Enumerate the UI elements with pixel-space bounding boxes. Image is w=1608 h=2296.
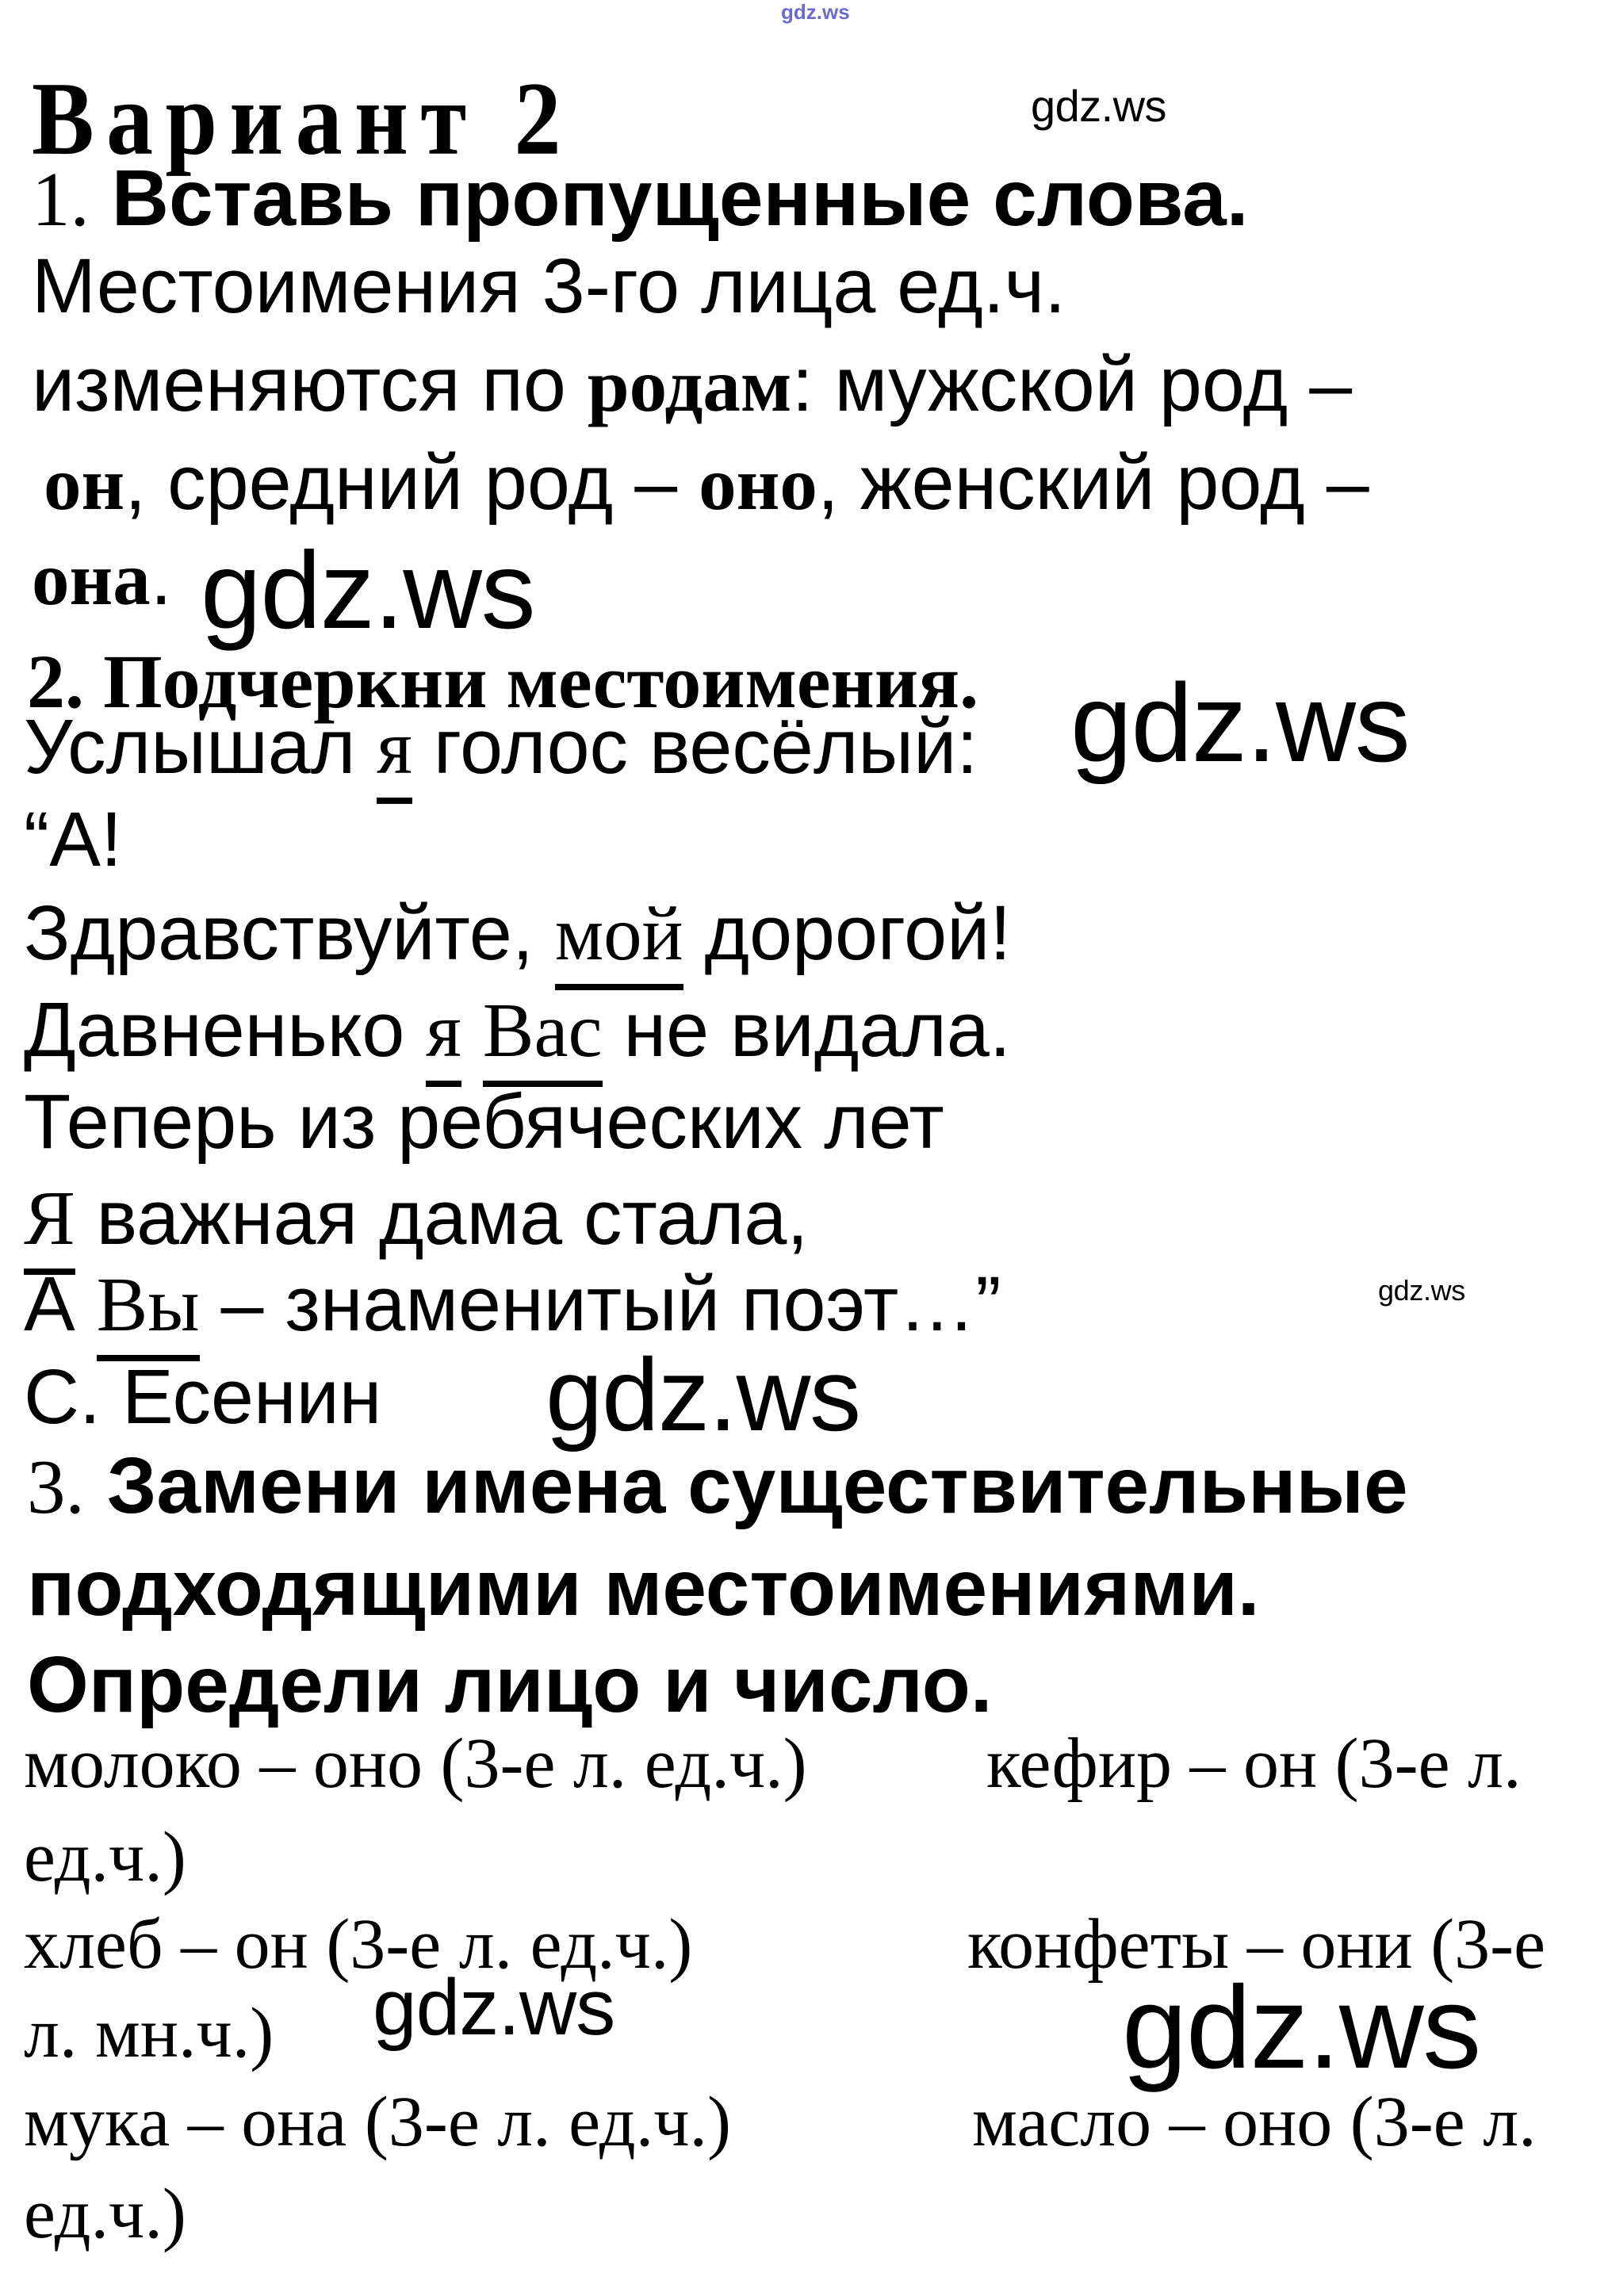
task1-answer-rodam: родам (587, 343, 792, 427)
watermark-gdz-header: gdz.ws (1031, 81, 1166, 131)
task1-number: 1. (32, 157, 90, 242)
poem-text: Здравствуйте, (24, 890, 555, 976)
task3-row-2-left: хлеб – он (3-е л. ед.ч.) (24, 1905, 693, 1984)
task3-row-2-right: конфеты – они (3-е (967, 1905, 1546, 1984)
task3-row-3 (24, 2083, 1537, 2161)
poem-line-7 (24, 1261, 1001, 1347)
poem-line-4 (24, 986, 1011, 1073)
task1-text-line-1: Местоимения 3-го лица ед.ч. (32, 243, 1066, 329)
poem-text: Услышал (24, 703, 377, 790)
task3-row-1-wrap: ед.ч.) (24, 1818, 186, 1896)
poem-text: дорогой! (683, 890, 1012, 976)
task1-text-line-4 (32, 534, 172, 621)
task3-number: 3. (27, 1445, 85, 1529)
poem-text: не видала. (602, 986, 1011, 1073)
task3-heading-line-1 (27, 1441, 1408, 1530)
poem-text: голос весёлый: (412, 703, 978, 790)
watermark-gdz-bottom-left: gdz.ws (373, 1963, 615, 2052)
task1-heading: Вставь пропущенные слова. (111, 154, 1249, 243)
poem-author: С. Есенин (24, 1353, 382, 1440)
poem-text: Давненько (24, 986, 427, 1073)
poem-underlined-pronoun: я (426, 988, 461, 1087)
task1-line2-post: : мужской род – (791, 341, 1353, 427)
task3-row-3-left: мука – она (3-е л. ед.ч.) (24, 2083, 731, 2161)
task1-line2-pre: изменяются по (32, 341, 588, 427)
task3-heading-part1: Замени имена существительные (106, 1441, 1408, 1530)
watermark-gdz-right-small: gdz.ws (1378, 1274, 1465, 1307)
task1-line4-post: . (150, 534, 172, 621)
task1-answer-on: он (44, 442, 125, 526)
task3-row-3-right: масло – оно (3-е л. (972, 2083, 1537, 2161)
watermark-gdz-task2: gdz.ws (1070, 660, 1410, 785)
poem-underlined-pronoun: мой (555, 891, 683, 990)
variant-title: Вариант 2 (32, 60, 573, 177)
task3-row-3-wrap: ед.ч.) (24, 2175, 186, 2253)
poem-underlined-pronoun: Я (24, 1176, 75, 1275)
task3-row-1-left: молоко – оно (3-е л. ед.ч.) (24, 1724, 807, 1803)
poem-line-3 (24, 890, 1012, 976)
poem-line-2 (24, 796, 122, 882)
poem-text: – знаменитый поэт…” (199, 1261, 1001, 1347)
task1-text-line-2 (32, 341, 1353, 427)
watermark-gdz-top: gdz.ws (781, 0, 850, 24)
task3-row-1 (24, 1724, 1522, 1803)
task1-line3-mid1: , средний род – (124, 439, 699, 526)
task2-heading: 2. Подчеркни местоимения. (27, 639, 979, 724)
task3-heading-line-2: подходящими местоимениями. (27, 1544, 1260, 1632)
watermark-gdz-task1: gdz.ws (201, 530, 535, 652)
poem-line-6 (24, 1174, 809, 1261)
watermark-gdz-author: gdz.ws (546, 1337, 860, 1452)
poem-line-5 (24, 1078, 944, 1165)
poem-underlined-pronoun: Вас (483, 988, 603, 1087)
task1-text-line-3 (44, 439, 1369, 526)
task3-row-2-wrap: л. мн.ч.) (24, 1994, 274, 2072)
task1-answer-ona: она (32, 537, 151, 621)
task1-line3-mid2: , женский род – (817, 439, 1369, 526)
task1-heading-line (32, 154, 1249, 243)
poem-underlined-pronoun: Вы (97, 1262, 200, 1361)
poem-text: Теперь из ребяческих лет (24, 1078, 944, 1165)
task3-heading-line-3: Определи лицо и число. (27, 1640, 993, 1729)
poem-text: А (24, 1261, 97, 1347)
task3-row-2 (24, 1905, 1546, 1984)
poem-text: важная дама стала, (75, 1174, 809, 1261)
poem-underlined-pronoun: я (377, 705, 412, 804)
watermark-gdz-bottom-right: gdz.ws (1122, 1962, 1480, 2093)
task1-answer-ono: оно (699, 442, 817, 526)
poem-line-1 (24, 703, 978, 790)
poem-text: “А! (24, 796, 122, 882)
task3-row-1-right: кефир – он (3-е л. (986, 1724, 1522, 1803)
poem-text (461, 986, 483, 1073)
